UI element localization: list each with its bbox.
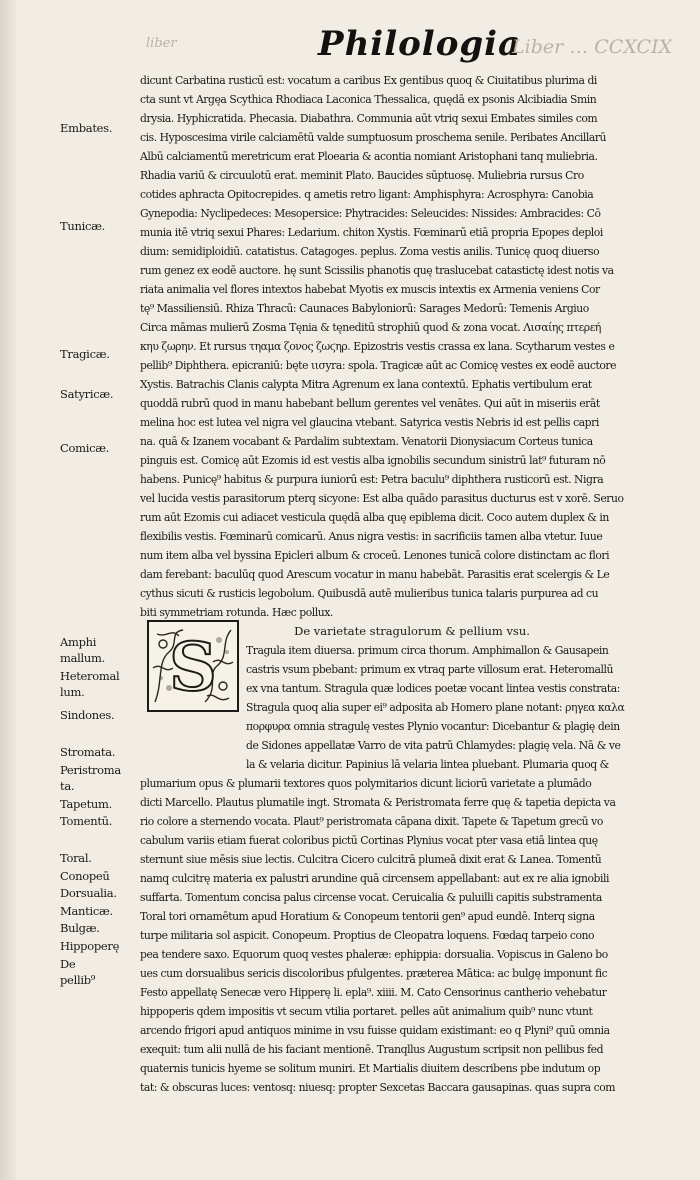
text-line: munia itē vtriq sexui Phares: Ledarium. chiton Xystis. Fœminarū etiā propria Epopes deploi bbox=[140, 226, 603, 239]
text-line: pea tendere saxo. Equorum quoq vestes phaleræ: ephippia: dorsualia. Vopiscus in Galeno bo bbox=[140, 948, 608, 961]
page-edge bbox=[0, 0, 16, 1180]
text-line: drysia. Hyphicratida. Phecasia. Diabathra. Communia aūt vtriq sexui Embates similes com bbox=[140, 112, 598, 125]
text-line: vel lucida vestis parasitorum pterq sicyone: Est alba quādo parasitus ducturus est v xorē. Seruo bbox=[140, 492, 624, 505]
text-line: la & velaria dicitur. Papinius lā velaria lintea pluebant. Plumaria quoq & bbox=[246, 758, 609, 771]
text-line: turpe militaria sol aspicit. Conopeum. Proptius de Cleopatra loquens. Fœdaq tarpeio cono bbox=[140, 929, 595, 942]
text-line: Circa māmas mulierū Zosma Tęnia & tęneditū strophiū quod & zona vocat. Λισαίης πτερεή bbox=[140, 321, 601, 334]
text-line: quoddā rubrū quod in manu habebant bellum gerentes vel venātes. Qui aūt in miseriis erāt bbox=[140, 397, 600, 410]
margin-note: Amphi mallum. bbox=[60, 635, 105, 665]
margin-note: Manticæ. bbox=[60, 904, 113, 918]
text-line: plumarium opus & plumarii textores quos polymitarios dicunt liciorū varietate a plumādo bbox=[140, 777, 592, 790]
text-line: cis. Hyposcesima virile calciamētū valde sumptuosum proschema senile. Peribates Ancillarū bbox=[140, 131, 607, 144]
bleed-through-left: liber bbox=[146, 36, 177, 51]
text-line: ues cum dorsualibus sericis discoloribus pfulgentes. præterea Mātica: ac bulgę imponunt fic bbox=[140, 967, 608, 980]
text-line: Festo appellatę Senecæ vero Hipperę li. epla⁹. xiiii. M. Cato Censorinus cantherio vehebatur bbox=[140, 986, 607, 999]
margin-note: Tragicæ. bbox=[60, 347, 110, 361]
text-line: habens. Punicę⁹ habitus & purpura iuniorū est: Petra baculu⁹ diphthera rusticorū est. Nigra bbox=[140, 473, 604, 486]
text-line: hippoperis qdem impositis vt secum vtilia portaret. pelles aūt animalium quib⁹ nunc vtunt bbox=[140, 1005, 593, 1018]
text-line: rum aūt Ezomis cui adiacet vesticula quędā alba quę epiblema dicit. Coco autem duplex & in bbox=[140, 511, 609, 524]
margin-note: De pellib⁹ bbox=[60, 957, 96, 987]
text-line: ex vna tantum. Stragula quæ lodices poetæ vocant lintea vestis constrata: bbox=[246, 682, 620, 695]
text-line: quaternis tunicis hyeme se solitum muniri. Et Martialis diuitem describens pbe indutum op bbox=[140, 1062, 601, 1075]
text-line: rio colore a sternendo vocata. Plaut⁹ peristromata cāpana dixit. Tapete & Tapetum grecū vo bbox=[140, 815, 603, 828]
text-line: dicunt Carbatina rusticū est: vocatum a caribus Ex gentibus quoq & Ciuitatibus plurima di bbox=[140, 74, 597, 87]
margin-note: Tomentū. bbox=[60, 814, 113, 828]
text-line: pellib⁹ Diphthera. epicraniū: bęte ιισyra: spola. Tragicæ aūt ac Comicę vestes ex eodē auctore bbox=[140, 359, 617, 372]
text-line: arcendo frigori apud antiquos minime in vsu fuisse quidam existimant: eo q Plyni⁹ quū omnia bbox=[140, 1024, 610, 1037]
text-line: κηυ ζωρην. Et rursus τηαμα ζονος ζωϛηρ. Epizostris vestis crassa ex lana. Scytharum vestes e bbox=[140, 340, 615, 353]
text-line: Gynepodia: Nyclipedeces: Mesopersice: Phytracides: Seleucides: Nissides: Ambracides: Cō bbox=[140, 207, 601, 220]
margin-note: Satyricæ. bbox=[60, 387, 114, 401]
page-title: Philologia bbox=[318, 24, 522, 64]
margin-note: Conopeū bbox=[60, 869, 110, 883]
text-line: pinguis est. Comicę aūt Ezomis id est vestis alba ignobilis secundum sinistrū lat⁹ futuram nō bbox=[140, 454, 606, 467]
text-line: Albū calciamentū meretricum erat Ploearia & acontia nomiant Aristophani tanq muliebria. bbox=[140, 150, 598, 163]
text-line: sternunt siue mēsis siue lectis. Culcitra Cicero culcitrā plumeā dixit erat & Lanea. Tomentū bbox=[140, 853, 602, 866]
text-line: tat: & obscuras luces: ventosq: niuesq: propter Sexcetas Baccara gausapinas. quas supra com bbox=[140, 1081, 616, 1094]
text-line: de Sidones appellatæ Varro de vita patrū Chlamydes: plagię vela. Nā & ve bbox=[246, 739, 621, 752]
text-line: melina hoc est lutea vel nigra vel glaucina vtebant. Satyrica vestis Nebris id est pellis capri bbox=[140, 416, 599, 429]
text-line: dium: semidiploidiū. catatistus. Catagoges. peplus. Zoma vestis anilis. Tunicę quoq diuerso bbox=[140, 245, 600, 258]
text-line: Xystis. Batrachis Clanis calypta Mitra Agrenum ex lana contextū. Ephatis vertibulum erat bbox=[140, 378, 592, 391]
text-line: namq culcitrę materia ex palustri arundine quā circensem appellabant: aut ex re alia ignobili bbox=[140, 872, 609, 885]
body-text bbox=[140, 71, 684, 1116]
text-line: castris vsum pbebant: primum ex vtraq parte villosum erat. Heteromallū bbox=[246, 663, 614, 676]
text-line: riata animalia vel flores intextos habebat Myotis ex muscis intextis ex Armenia veniens Cor bbox=[140, 283, 600, 296]
text-line: na. quā & Izanem vocabant & Pardalim subtextam. Venatorii Dionysiacum Corteus tunica bbox=[140, 435, 593, 448]
margin-note: Heteromal lum. bbox=[60, 669, 120, 699]
text-line: Tragula item diuersa. primum circa thorum. Amphimallon & Gausapein bbox=[246, 644, 609, 657]
text-line: biti symmetriam rotunda. Hæc pollux. bbox=[140, 606, 333, 619]
text-line: tę⁹ Massiliensiū. Rhiza Thracū: Caunaces Babyloniorū: Sarages Medorū: Temenis Argiuo bbox=[140, 302, 589, 315]
text-line: flexibilis vestis. Fœminarū comicarū. Anus nigra vestis: in sacrificiis tamen alba vtetur. Iuue bbox=[140, 530, 603, 543]
margin-note: Bulgæ. bbox=[60, 921, 100, 935]
text-line: num item alba vel byssina Epicleri album & croceū. Lenones tunicā colore distinctam ac flori bbox=[140, 549, 610, 562]
margin-note: Peristroma ta. bbox=[60, 763, 121, 793]
text-line: Toral tori ornamētum apud Horatium & Conopeum tentorii gen⁹ apud eundē. Interq signa bbox=[140, 910, 595, 923]
margin-note: Toral. bbox=[60, 851, 92, 865]
text-line: Rhadia variū & circuulotū erat. meminit Plato. Baucides sūptuosę. Muliebria rursus Cro bbox=[140, 169, 584, 182]
text-line: cotides aphracta Opitocrepides. q ametis retro ligant: Amphisphyra: Acrosphyra: Canobia bbox=[140, 188, 594, 201]
margin-note: Tunicæ. bbox=[60, 219, 105, 233]
margin-note: Embates. bbox=[60, 121, 113, 135]
bleed-through-header: Liber … CCXCIX bbox=[512, 36, 673, 58]
margin-note: Tapetum. bbox=[60, 797, 112, 811]
margin-note: Hippoperę bbox=[60, 939, 120, 953]
margin-note: Dorsualia. bbox=[60, 886, 117, 900]
text-line: rum genez ex eodē auctore. hę sunt Scissilis phanotis quę traslucebat catastictę idest notis va bbox=[140, 264, 614, 277]
text-line: cta sunt vt Argęa Scythica Rhodiaca Laconica Thessalica, quędā ex psonis Alcibiadia Smin bbox=[140, 93, 597, 106]
text-line: suffarta. Tomentum concisa palus circense vocat. Ceruicalia & puluilli capitis substramenta bbox=[140, 891, 602, 904]
text-line: cythus sicuti & rusticis legobolum. Quibusdā autē mulieribus tunica talaris purpurea ad cu bbox=[140, 587, 599, 600]
margin-note: Stromata. bbox=[60, 745, 116, 759]
text-line bbox=[140, 1097, 684, 1116]
margin-note: Comicæ. bbox=[60, 441, 110, 455]
text-line: dicti Marcello. Plautus plumatile ingt. Stromata & Peristromata ferre quę & tapetia depicta va bbox=[140, 796, 616, 809]
text-line: cabulum variis etiam fuerat coloribus pictū Cortinas Plynius vocat pter vasa etiā lintea quę bbox=[140, 834, 598, 847]
text-line: dam ferebant: baculūq quod Arescum vocatur in manu habebāt. Parasitis erat scelergis & Le bbox=[140, 568, 610, 581]
text-line: πορφυρα omnia stragulę vestes Plynio vocantur: Dicebantur & plagię dein bbox=[246, 720, 620, 733]
text-line: Stragula quoq alia super ei⁹ adposita ab Homero plane notant: ρηγεα καλα bbox=[246, 701, 625, 714]
dropcap-letter: S bbox=[169, 628, 217, 706]
text-line: exequit: tum alii nullā de his faciant mentionē. Tranqllus Augustum scripsit non pellibus fed bbox=[140, 1043, 604, 1056]
section-heading: De varietate stragulorum & pellium vsu. bbox=[294, 624, 530, 638]
margin-note: Sindones. bbox=[60, 708, 115, 722]
